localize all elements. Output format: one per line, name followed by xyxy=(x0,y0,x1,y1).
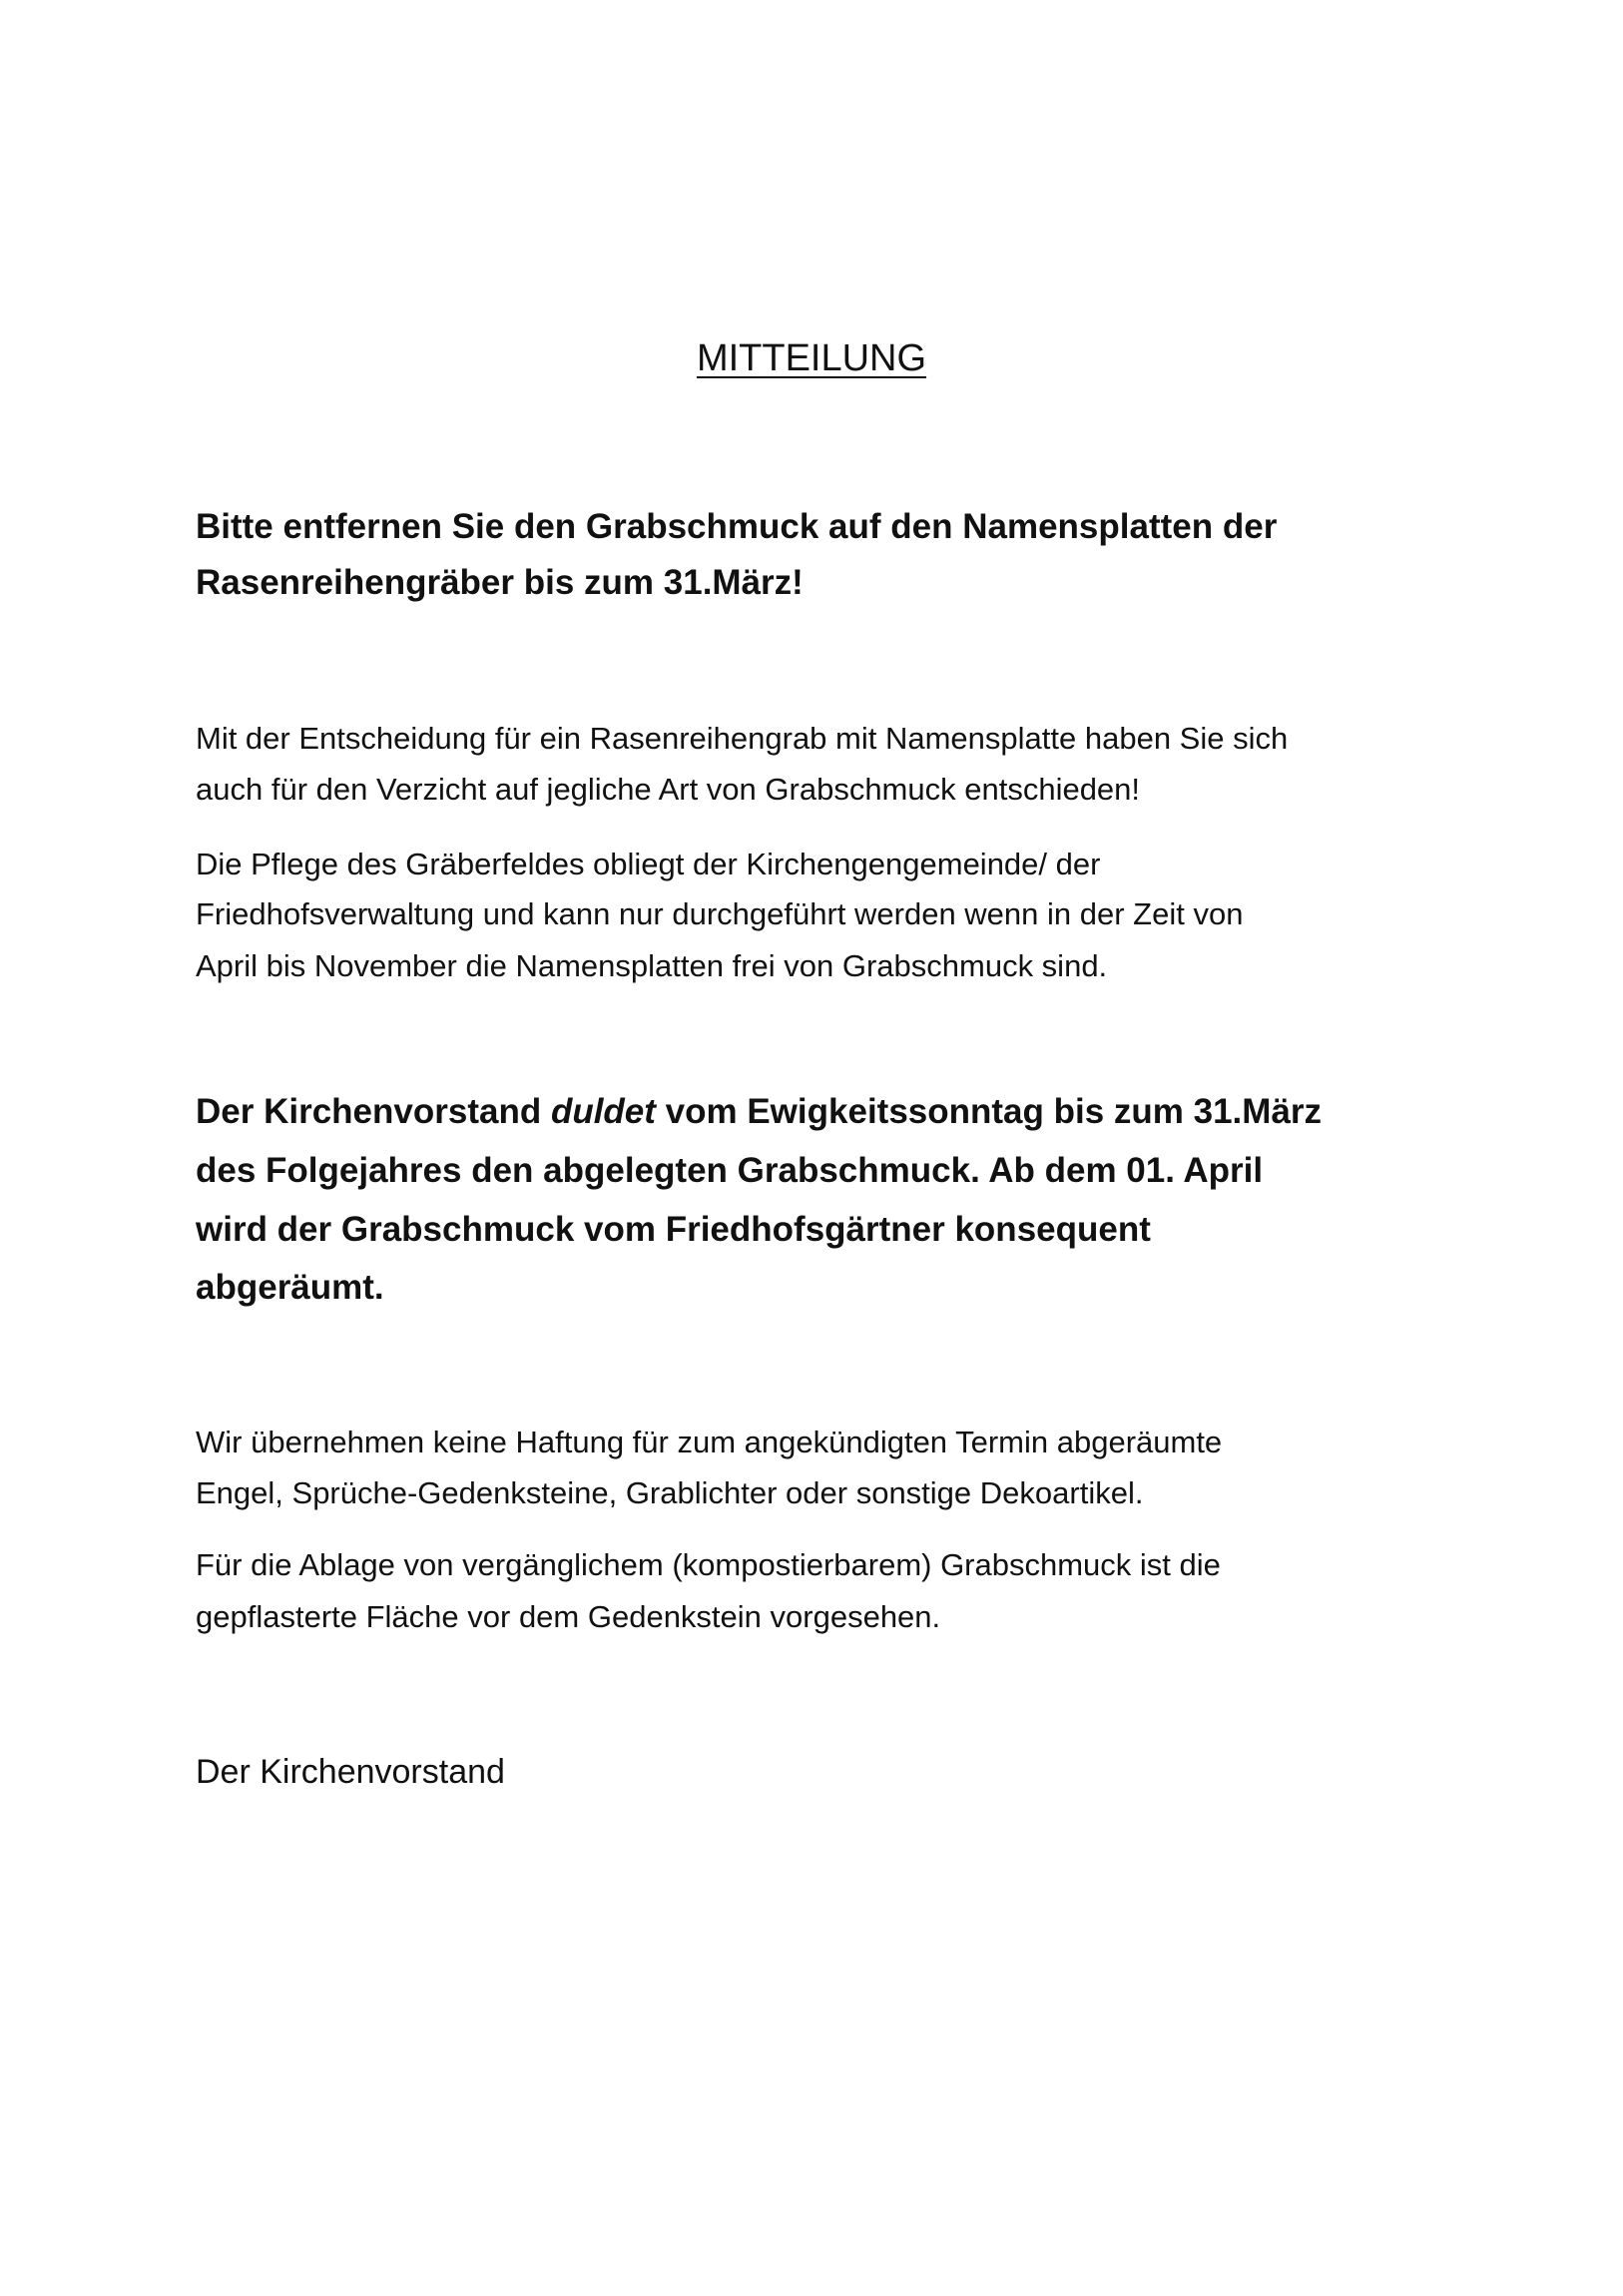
paragraph-line: April bis November die Namensplatten frei von Grabschmuck sind. xyxy=(196,948,1108,983)
notice-line: wird der Grabschmuck vom Friedhofsgärtner konsequent xyxy=(196,1210,1151,1249)
paragraph-line: Friedhofsverwaltung und kann nur durchgeführt werden wenn in der Zeit von xyxy=(196,896,1244,931)
notice-line xyxy=(196,1094,1322,1129)
paragraph-line: auch für den Verzicht auf jegliche Art von Grabschmuck entschieden! xyxy=(196,772,1141,807)
notice-line: abgeräumt. xyxy=(196,1268,384,1307)
heading-line: Rasenreihengräber bis zum 31.März! xyxy=(196,563,804,602)
paragraph-line: Die Pflege des Gräberfeldes obliegt der Kirchengengemeinde/ der xyxy=(196,847,1101,881)
notice-emphasis: duldet xyxy=(550,1092,656,1131)
paragraph-line: Wir übernehmen keine Haftung für zum angekündigten Termin abgeräumte xyxy=(196,1425,1223,1459)
notice-line: des Folgejahres den abgelegten Grabschmuck. Ab dem 01. April xyxy=(196,1151,1264,1190)
heading-line: Bitte entfernen Sie den Grabschmuck auf den Namensplatten der xyxy=(196,507,1278,546)
notice-text: Der Kirchenvorstand xyxy=(196,1092,551,1131)
paragraph-line: Für die Ablage von vergänglichem (kompostierbarem) Grabschmuck ist die xyxy=(196,1547,1221,1582)
paragraph-line: gepflasterte Fläche vor dem Gedenkstein vorgesehen. xyxy=(196,1599,941,1634)
title-text: MITTEILUNG xyxy=(696,337,927,379)
notice-text: vom Ewigkeitssonntag bis zum 31.März xyxy=(655,1092,1323,1131)
paragraph-line: Engel, Sprüche-Gedenksteine, Grablichter oder sonstige Dekoartikel. xyxy=(196,1475,1144,1510)
signature: Der Kirchenvorstand xyxy=(196,1753,505,1791)
paragraph-line: Mit der Entscheidung für ein Rasenreihengrab mit Namensplatte haben Sie sich xyxy=(196,721,1289,756)
document-title xyxy=(0,339,1623,377)
